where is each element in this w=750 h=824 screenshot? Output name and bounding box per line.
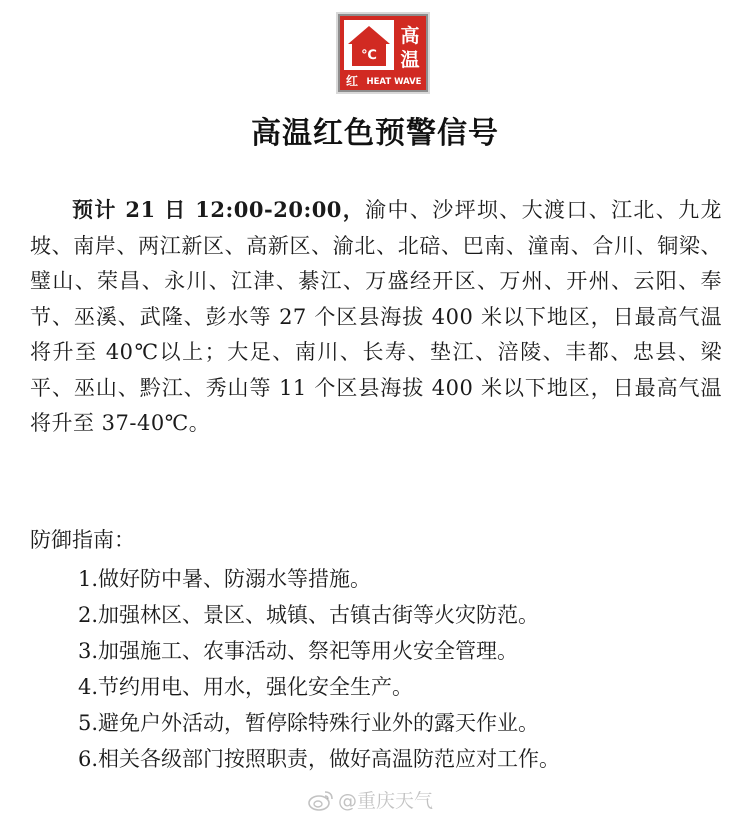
guide-item: 5.避免户外活动，暂停除特殊行业外的露天作业。	[78, 711, 540, 735]
badge-color-word: 红	[345, 74, 359, 88]
forecast-paragraph	[30, 192, 722, 442]
guide-item: 1.做好防中暑、防溺水等措施。	[78, 567, 372, 591]
guide-item: 6.相关各级部门按照职责，做好高温防范应对工作。	[78, 747, 561, 771]
forecast-time-lead: 预计 21 日 12:00-20:00，	[72, 197, 366, 222]
guide-item: 3.加强施工、农事活动、祭祀等用火安全管理。	[78, 639, 519, 663]
guide-item: 4.节约用电、用水，强化安全生产。	[78, 675, 414, 699]
watermark-text: @重庆天气	[338, 790, 434, 812]
badge-label-top: 高	[400, 25, 420, 47]
badge-english-label: HEAT WAVE	[366, 77, 422, 87]
heat-wave-warning-badge	[336, 12, 430, 94]
heat-wave-icon	[338, 14, 428, 92]
badge-label-bottom: 温	[400, 49, 420, 71]
weibo-watermark	[308, 786, 433, 813]
celsius-symbol: ℃	[361, 48, 377, 63]
defense-guide-list	[78, 561, 560, 777]
page-title: 高温红色预警信号	[251, 116, 499, 151]
defense-guide-title: 防御指南：	[30, 528, 135, 552]
guide-item: 2.加强林区、景区、城镇、古镇古街等火灾防范。	[78, 603, 540, 627]
forecast-text: 渝中、沙坪坝、大渡口、江北、九龙坡、南岸、两江新区、高新区、渝北、北碚、巴南、潼南、合川、铜梁、璧山、荣昌、永川、江津、綦江、万盛经开区、万州、开州、云阳、奉节、巫溪、武隆、彭水等 27 个区县海拔 400 米以下地区，日最高气温将升至 40℃以上；大足、南川、长寿、垫江、涪陵、丰都、忠县、梁平、巫山、黔江、秀山等 11 个区县海拔 400 米以下地区，日最高气温将升至 37-40℃。	[30, 198, 722, 435]
weibo-icon	[308, 789, 334, 811]
